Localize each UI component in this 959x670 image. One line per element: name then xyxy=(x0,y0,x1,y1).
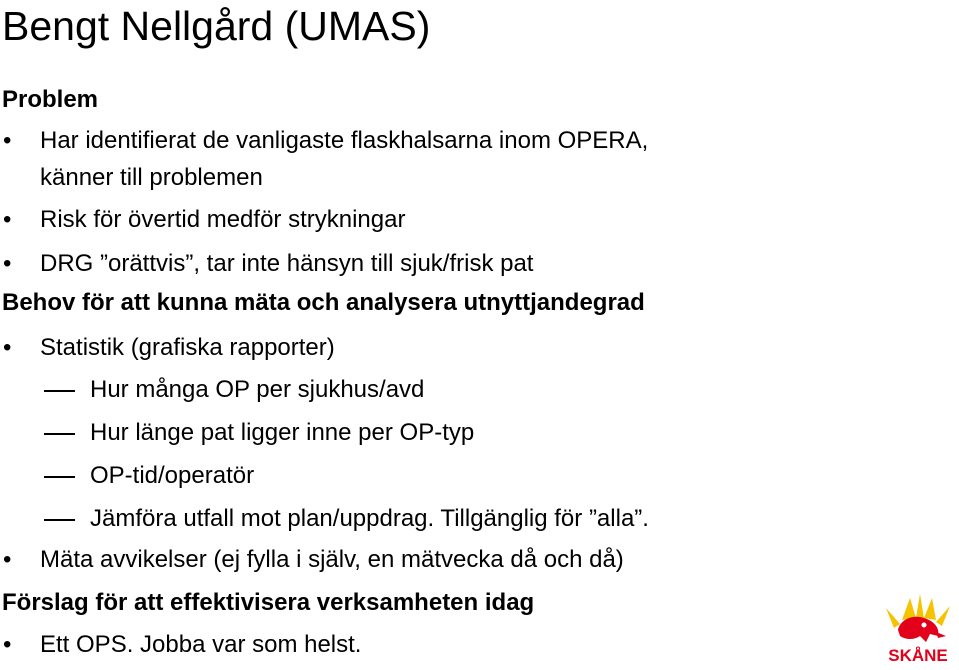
sub-bullet-item: Hur länge pat ligger inne per OP-typ xyxy=(90,419,475,446)
need-heading: Behov för att kunna mäta och analysera utnyttjandegrad xyxy=(2,289,645,316)
bullet-item: Statistik (grafiska rapporter) xyxy=(40,334,335,361)
bullet-item: Risk för övertid medför strykningar xyxy=(40,206,406,233)
sub-bullet-item: OP-tid/operatör xyxy=(90,462,255,489)
bullet-marker: • xyxy=(3,250,12,277)
bullet-marker: • xyxy=(3,206,12,233)
sub-bullet-item: Hur många OP per sjukhus/avd xyxy=(90,376,425,403)
region-skane-logo xyxy=(880,592,956,666)
sub-bullet-item: Jämföra utfall mot plan/uppdrag. Tillgänglig för ”alla”. xyxy=(90,505,649,532)
bullet-marker: • xyxy=(3,546,12,573)
sub-bullet-dash xyxy=(44,476,75,478)
sub-bullet-dash xyxy=(44,433,75,435)
bullet-item: DRG ”orättvis”, tar inte hänsyn till sjuk/frisk pat xyxy=(40,250,534,277)
bullet-item: Ett OPS. Jobba var som helst. xyxy=(40,631,362,658)
bullet-marker: • xyxy=(3,127,12,154)
bullet-marker: • xyxy=(3,631,12,658)
griffin-emblem-icon xyxy=(880,592,956,648)
problem-heading: Problem xyxy=(2,86,99,113)
bullet-item: Mäta avvikelser (ej fylla i själv, en mätvecka då och då) xyxy=(40,546,624,573)
proposal-heading: Förslag för att effektivisera verksamheten idag xyxy=(2,589,535,616)
logo-wordmark: SKÅNE xyxy=(888,646,948,665)
sub-bullet-dash xyxy=(44,519,75,521)
sub-bullet-dash xyxy=(44,390,75,392)
page-title: Bengt Nellgård (UMAS) xyxy=(2,3,431,49)
bullet-marker: • xyxy=(3,334,12,361)
bullet-item-continuation: känner till problemen xyxy=(40,164,263,191)
bullet-item: Har identifierat de vanligaste flaskhalsarna inom OPERA, xyxy=(40,127,649,154)
